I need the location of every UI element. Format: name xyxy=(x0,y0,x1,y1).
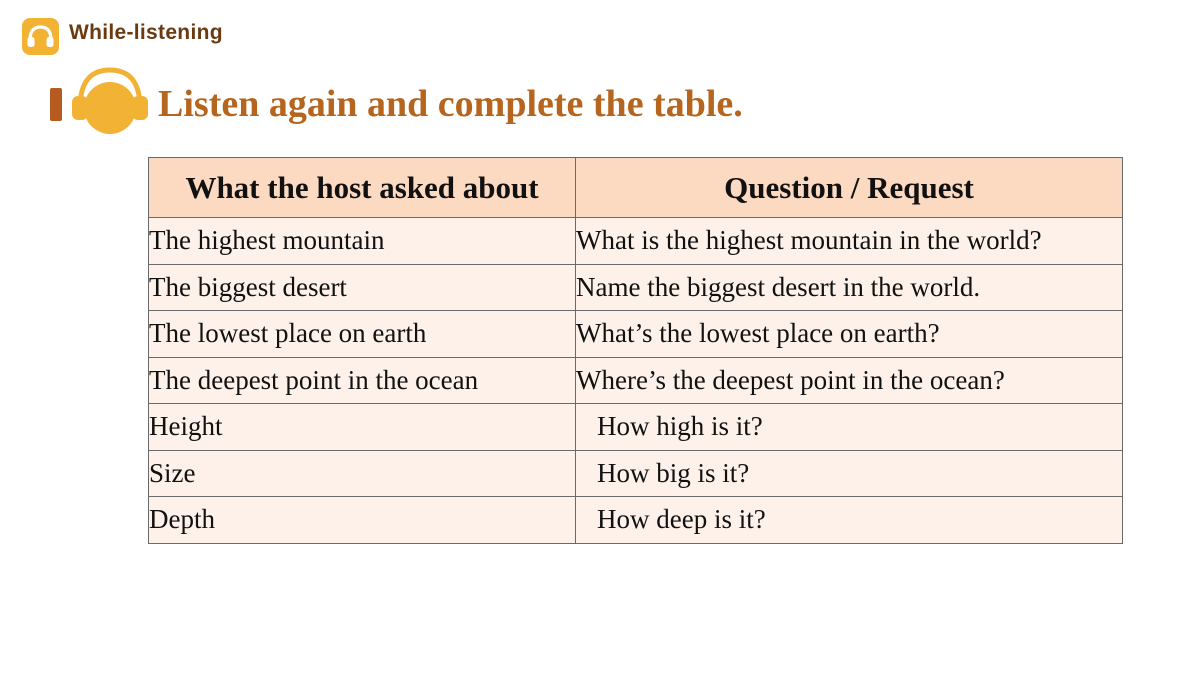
column-header-question: Question / Request xyxy=(576,158,1123,218)
answer-cell: How deep is it? xyxy=(576,497,1123,544)
column-header-topic: What the host asked about xyxy=(149,158,576,218)
headphones-icon xyxy=(68,64,152,141)
answer-cell: Name the biggest desert in the world. xyxy=(576,264,1123,311)
table-row xyxy=(149,450,1123,497)
topic-cell: The lowest place on earth xyxy=(149,311,576,358)
answer-cell: How high is it? xyxy=(576,404,1123,451)
table-row xyxy=(149,311,1123,358)
topic-cell: The highest mountain xyxy=(149,218,576,265)
topic-cell: The deepest point in the ocean xyxy=(149,357,576,404)
section-label: While-listening xyxy=(69,21,223,44)
table-header-row xyxy=(149,158,1123,218)
table-row xyxy=(149,497,1123,544)
page-title: Listen again and complete the table. xyxy=(158,83,743,125)
answer-cell: What’s the lowest place on earth? xyxy=(576,311,1123,358)
answer-cell: How big is it? xyxy=(576,450,1123,497)
table-row xyxy=(149,357,1123,404)
topic-cell: Depth xyxy=(149,497,576,544)
topic-cell: Height xyxy=(149,404,576,451)
listening-table xyxy=(148,157,1123,544)
table-row xyxy=(149,218,1123,265)
table-row xyxy=(149,404,1123,451)
answer-cell: Where’s the deepest point in the ocean? xyxy=(576,357,1123,404)
topic-cell: Size xyxy=(149,450,576,497)
question-cell: What is the highest mountain in the world? xyxy=(576,218,1123,265)
headphones-icon xyxy=(22,18,59,55)
title-marker xyxy=(50,88,62,121)
topic-cell: The biggest desert xyxy=(149,264,576,311)
table-row xyxy=(149,264,1123,311)
